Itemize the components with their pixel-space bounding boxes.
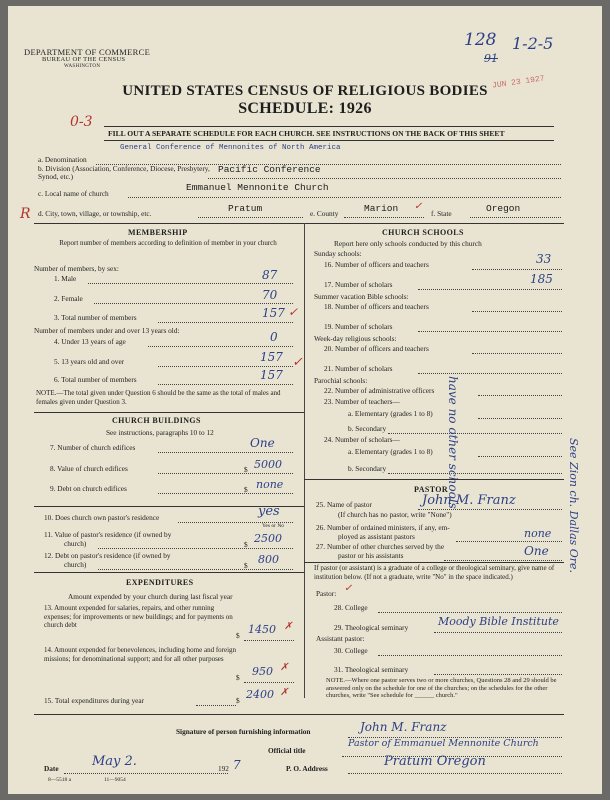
q2-label: 2. Female bbox=[54, 294, 83, 303]
q27-label: 27. Number of other churches served by the bbox=[316, 542, 445, 551]
summer-label: Summer vacation Bible schools: bbox=[314, 292, 409, 301]
signature-label: Signature of person furnishing information bbox=[176, 727, 311, 736]
age-intro-label: Number of members under and over 13 years old: bbox=[34, 326, 180, 335]
q29-label: 29. Theological seminary bbox=[334, 623, 409, 632]
pastor-sub-label: Pastor: bbox=[316, 589, 337, 598]
q31-label: 31. Theological seminary bbox=[334, 665, 409, 674]
red-mark: 0-3 bbox=[70, 114, 93, 130]
q13-value: 1450 bbox=[248, 623, 276, 636]
form-number: 8—5518 a bbox=[48, 777, 72, 783]
q28-label: 28. College bbox=[334, 603, 368, 612]
year-label: 192 bbox=[218, 764, 229, 773]
q4-label: 4. Under 13 years of age bbox=[54, 337, 126, 346]
q14-value: 950 bbox=[252, 665, 273, 678]
date-label: Date bbox=[44, 764, 59, 773]
q27-value: One bbox=[524, 544, 549, 558]
state-label: f. State bbox=[431, 209, 452, 218]
census-schedule-sheet: DEPARTMENT OF COMMERCE BUREAU OF THE CENSUS WASHINGTON 128 1-2-5 91 JUN 23 1927 UNITED STATES CENSUS OF RELIGIOUS BODIES SCHEDULE: 1926 0-3 FILL OUT A SEPARATE SCHEDULE FOR EACH CHURCH. SEE INSTRUCTIONS ON THE BACK OF THIS SHEET General Conference of Mennonites of North America a. Denomination b. Division (Association, Conference, Diocese, Presbytery, Synod, etc.) Pacific Conference c. Local name of church Emmanuel Mennonite Church R d. City, town, village, or township, etc. Pratum e. County Marion f. State Oregon MEMBERSHIP Report number of members according to definition of member in your church Number of members, by sex: 1. Male 87 2. Female 70 3. Total number of members 157 Number of members under and over 13 years old: 4. Under 13 years of age 0 5. 13 years old and over 157 6. Total number of members 157 NOTE.—The total given under Question 6 should be the same as the total of males and females given under Question 3. CHURCH BUILDINGS See instructions, paragraphs 10 to 12 7. Number of church edifices One 8. Value of church edifices $ 5000 9. Debt on church edifices $ none 10. Does church own pastor's residence yes Yes or No 11. Value of pastor's residence (if owned by church) $ 2500 12. Debt on pastor's residence (if owned by church) $ 800 EXPENDITURES Amount expended by your church during last fiscal year 13. Amount expended for salaries, repairs, and other running expenses; for improvements or new buildings; and for payments on church debt $ 1450 14. Amount expended for benevolences, including home and foreign missions; for denominational support; and for all other purposes $ 950 15. Total expenditures during year $ 2400 CHURCH SCHOOLS Report here only schools conducted by this church Sunday schools: 16. Number of officers and teachers 33 17. Number of scholars 185 Summer vacation Bible schools: 18. Number of officers and teachers 19. Number of scholars Week-day religious schools: 20. Number of officers and teachers 21. Number of scholars Parochial schools: 22. Number of administrative officers 23. Number of teachers— a. Elementary (grades 1 to 8) b. Secondary 24. Number of scholars— a. Elementary (grades 1 to 8) b. Secondary have no other schools PASTOR 25. Name of pastor John M. Franz (If church has no pastor, write "None") 26. Number of ordained ministers, if any, em- ployed as assistant pastors none 27. Number of other churches served by the pastor or his assistants One See Zion ch. Dallas Ore. If pastor (or assistant) is a graduate of a college or theological seminary, give name of institution below. (If not a graduate, write "No" in the space indicated.) Pastor: ✓ 28. College 29. Theological seminary Moody Bible Institute Assistant pastor: 30. College 31. Theological seminary NOTE.—Where one pastor serves two or more churches, Questions 28 and 29 should be answered only on the schedule for one of the churches; on the schedules for the other churches, write "See schedule for ______ church." Signature of person furnishing information John M. Franz Official title Pastor of Emmanuel Mennonite Church Date May 2. 192 7 P. O. Address Pratum Oregon 8—5518 a 11—9054 ✓ ✓ ✓ ✗ ✗ ✗ bbox=[8, 6, 602, 794]
schools-vertical-note: have no other schools bbox=[446, 376, 460, 509]
q21-label: 21. Number of scholars bbox=[324, 364, 393, 373]
check-mark-icon: ✗ bbox=[280, 662, 289, 673]
q12-value: 800 bbox=[258, 553, 279, 566]
city-label: WASHINGTON bbox=[64, 64, 101, 69]
membership-note: NOTE.—The total given under Question 6 should be the same as the total of males and females given under Question 3. bbox=[36, 389, 281, 406]
q24a-label: a. Elementary (grades 1 to 8) bbox=[348, 447, 433, 456]
buildings-heading: CHURCH BUILDINGS bbox=[112, 416, 201, 425]
check-mark-icon: ✗ bbox=[280, 687, 289, 698]
q1-label: 1. Male bbox=[54, 274, 77, 283]
division-label: b. Division (Association, Conference, Diocese, Presbytery, Synod, etc.) bbox=[38, 164, 210, 181]
q17-value: 185 bbox=[530, 272, 553, 286]
check-mark-icon: ✓ bbox=[292, 355, 303, 370]
membership-heading: MEMBERSHIP bbox=[128, 228, 188, 237]
q9-label: 9. Debt on church edifices bbox=[50, 484, 127, 493]
bureau-label: BUREAU OF THE CENSUS bbox=[42, 56, 126, 63]
q11-value: 2500 bbox=[254, 532, 282, 545]
yes-no-label: Yes or No bbox=[262, 523, 285, 529]
q19-label: 19. Number of scholars bbox=[324, 322, 393, 331]
city-value: Pratum bbox=[228, 203, 263, 214]
instruction-line: FILL OUT A SEPARATE SCHEDULE FOR EACH CHURCH. SEE INSTRUCTIONS ON THE BACK OF THIS SHEET bbox=[108, 129, 505, 138]
by-sex-label: Number of members, by sex: bbox=[34, 264, 119, 273]
q5-value: 157 bbox=[260, 350, 283, 364]
q4-value: 0 bbox=[270, 330, 278, 344]
q24-label: 24. Number of scholars— bbox=[324, 435, 400, 444]
q27-label-cont: pastor or his assistants bbox=[338, 551, 404, 560]
parochial-label: Parochial schools: bbox=[314, 376, 368, 385]
q23a-label: a. Elementary (grades 1 to 8) bbox=[348, 409, 433, 418]
received-stamp: JUN 23 1927 bbox=[491, 74, 546, 91]
pastor-heading: PASTOR bbox=[414, 485, 449, 494]
local-name-label: c. Local name of church bbox=[38, 189, 109, 198]
q15-value: 2400 bbox=[246, 688, 274, 701]
q3-label: 3. Total number of members bbox=[54, 313, 137, 322]
handwritten-struck-number: 91 bbox=[484, 52, 498, 65]
q12-label-cont: church) bbox=[64, 560, 87, 569]
conference-typed: General Conference of Mennonites of North America bbox=[120, 144, 341, 152]
q11-label-cont: church) bbox=[64, 539, 87, 548]
red-letter: R bbox=[20, 206, 31, 222]
form-number-2: 11—9054 bbox=[104, 777, 126, 783]
q25-label: 25. Name of pastor bbox=[316, 500, 372, 509]
denomination-label: a. Denomination bbox=[38, 155, 87, 164]
county-label: e. County bbox=[310, 209, 339, 218]
signature-value: John M. Franz bbox=[360, 720, 447, 734]
q10-label: 10. Does church own pastor's residence bbox=[44, 513, 160, 522]
q7-value: One bbox=[250, 436, 275, 450]
official-title-value: Pastor of Emmanuel Mennonite Church bbox=[348, 738, 539, 749]
side-note: See Zion ch. Dallas Ore. bbox=[567, 438, 580, 574]
q8-label: 8. Value of church edifices bbox=[50, 464, 128, 473]
po-address-value: Pratum Oregon bbox=[384, 754, 486, 769]
q20-label: 20. Number of officers and teachers bbox=[324, 344, 429, 353]
official-title-label: Official title bbox=[268, 746, 306, 755]
q26-label-cont: ployed as assistant pastors bbox=[338, 532, 415, 541]
buildings-subheading: See instructions, paragraphs 10 to 12 bbox=[106, 428, 214, 437]
weekday-label: Week-day religious schools: bbox=[314, 334, 397, 343]
q3-value: 157 bbox=[262, 306, 285, 320]
q8-value: 5000 bbox=[254, 458, 282, 471]
q1-value: 87 bbox=[262, 268, 278, 282]
handwritten-code: 1-2-5 bbox=[512, 34, 554, 53]
city-label-field: d. City, town, village, or township, etc. bbox=[38, 209, 152, 218]
check-mark-icon: ✓ bbox=[288, 305, 299, 319]
graduate-intro: If pastor (or assistant) is a graduate of a college or theological seminary, give name of institution below. (If not a graduate, write "No" in the space indicated.) bbox=[314, 564, 555, 581]
sunday-label: Sunday schools: bbox=[314, 249, 362, 258]
q5-label: 5. 13 years old and over bbox=[54, 357, 125, 366]
department-label: DEPARTMENT OF COMMERCE bbox=[24, 47, 151, 57]
q6-value: 157 bbox=[260, 368, 283, 382]
q22-label: 22. Number of administrative officers bbox=[324, 386, 435, 395]
schools-heading: CHURCH SCHOOLS bbox=[382, 228, 464, 237]
check-mark-icon: ✓ bbox=[414, 201, 423, 212]
q26-label: 26. Number of ordained ministers, if any, em- bbox=[316, 523, 450, 532]
q11-label: 11. Value of pastor's residence (if owned by bbox=[44, 530, 172, 539]
county-value: Marion bbox=[364, 203, 399, 214]
q26-value: none bbox=[524, 527, 552, 540]
q17-label: 17. Number of scholars bbox=[324, 280, 393, 289]
assistant-label: Assistant pastor: bbox=[316, 634, 365, 643]
q6-label: 6. Total number of members bbox=[54, 375, 137, 384]
q18-label: 18. Number of officers and teachers bbox=[324, 302, 429, 311]
expenditures-subheading: Amount expended by your church during last fiscal year bbox=[68, 592, 233, 601]
q16-value: 33 bbox=[536, 252, 552, 266]
check-mark-icon: ✗ bbox=[284, 621, 293, 632]
schedule-title: SCHEDULE: 1926 bbox=[238, 100, 372, 117]
q2-value: 70 bbox=[262, 288, 278, 302]
expenditures-heading: EXPENDITURES bbox=[126, 578, 194, 587]
pastor-note: NOTE.—Where one pastor serves two or more churches, Questions 28 and 29 should be answered only on the schedule for one of the churches; on the schedules for the other churches, write "See schedule for ______ church." bbox=[326, 677, 557, 699]
local-name-value: Emmanuel Mennonite Church bbox=[186, 182, 329, 193]
q7-label: 7. Number of church edifices bbox=[50, 443, 136, 452]
membership-subheading: Report number of members according to definition of member in your church bbox=[59, 239, 277, 247]
q23b-label: b. Secondary bbox=[348, 424, 387, 433]
q12-label: 12. Debt on pastor's residence (if owned by bbox=[44, 551, 171, 560]
po-address-label: P. O. Address bbox=[286, 764, 328, 773]
q14-label: 14. Amount expended for benevolences, including home and foreign missions; for denominational support; and for all other purposes bbox=[44, 646, 237, 663]
q24b-label: b. Secondary bbox=[348, 464, 387, 473]
q10-value: yes bbox=[258, 504, 280, 519]
q25-sublabel: (If church has no pastor, write "None") bbox=[338, 510, 452, 519]
division-value: Pacific Conference bbox=[218, 164, 321, 175]
q9-value: none bbox=[256, 478, 284, 491]
q29-value: Moody Bible Institute bbox=[438, 615, 559, 628]
year-digit: 7 bbox=[233, 758, 241, 772]
q13-label: 13. Amount expended for salaries, repairs, and other running expenses; for improvements or new buildings; and for payments on church debt bbox=[44, 604, 233, 629]
handwritten-number: 128 bbox=[464, 30, 497, 50]
q16-label: 16. Number of officers and teachers bbox=[324, 260, 429, 269]
q23-label: 23. Number of teachers— bbox=[324, 397, 400, 406]
date-value: May 2. bbox=[92, 754, 137, 769]
state-value: Oregon bbox=[486, 203, 521, 214]
form-title: UNITED STATES CENSUS OF RELIGIOUS BODIES bbox=[122, 83, 488, 99]
q30-label: 30. College bbox=[334, 646, 368, 655]
q15-label: 15. Total expenditures during year bbox=[44, 696, 145, 705]
q25-value: John M. Franz bbox=[422, 493, 516, 508]
schools-subheading: Report here only schools conducted by this church bbox=[334, 239, 482, 248]
